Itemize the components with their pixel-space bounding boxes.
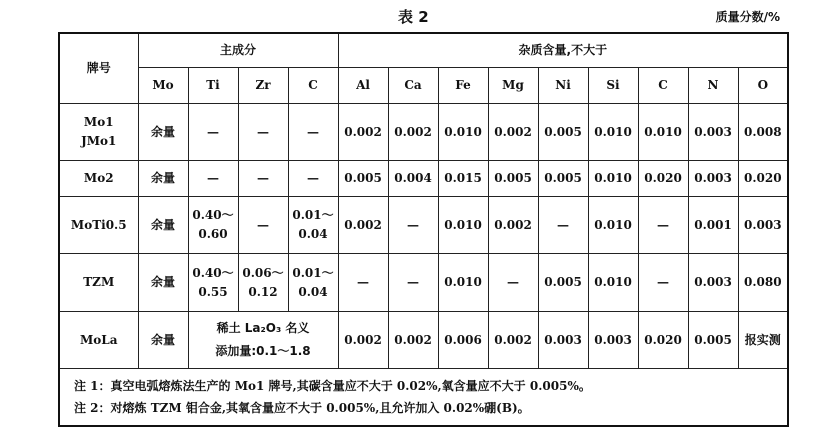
table-cell: 0.003	[538, 312, 588, 369]
table-cell: 0.010	[588, 161, 638, 197]
table-cell: 0.015	[438, 161, 488, 197]
column-header: Ca	[388, 68, 438, 104]
table-cell: —	[388, 254, 438, 312]
table-cell: —	[638, 197, 688, 254]
table-cell: 0.002	[488, 104, 538, 161]
table-cell: 0.003	[688, 161, 738, 197]
table-cell: 0.001	[688, 197, 738, 254]
table-cell: 0.004	[388, 161, 438, 197]
column-header: Ni	[538, 68, 588, 104]
table-cell: 0.020	[638, 161, 688, 197]
column-header: Fe	[438, 68, 488, 104]
table-cell: 0.010	[438, 197, 488, 254]
table-row	[59, 312, 788, 369]
table-cell: 0.002	[388, 312, 438, 369]
table-cell: —	[188, 104, 238, 161]
table-cell: —	[538, 197, 588, 254]
composition-table	[58, 32, 789, 427]
table-cell: 0.020	[738, 161, 788, 197]
table-cell: 0.080	[738, 254, 788, 312]
notes	[59, 369, 788, 427]
table-cell: —	[238, 197, 288, 254]
column-header: Ti	[188, 68, 238, 104]
table-cell: 0.002	[338, 197, 388, 254]
table-cell: 0.010	[438, 104, 488, 161]
table-cell: —	[288, 104, 338, 161]
unit-label: 质量分数/%	[715, 10, 780, 24]
table-title: 表 2	[398, 8, 429, 26]
table-cell: 0.003	[738, 197, 788, 254]
mo-cell: 余量	[138, 161, 188, 197]
column-header: Al	[338, 68, 388, 104]
table-cell: 0.005	[538, 254, 588, 312]
column-header: O	[738, 68, 788, 104]
table-cell: 0.008	[738, 104, 788, 161]
table-cell: —	[388, 197, 438, 254]
table-cell: 0.002	[388, 104, 438, 161]
note-1: 注 1：真空电弧熔炼法生产的 Mo1 牌号,其碳含量应不大于 0.02%,氧含量应不大于 0.005%。	[74, 379, 591, 393]
grade-cell: MoLa	[59, 312, 138, 369]
table-cell: 0.006	[438, 312, 488, 369]
table-cell: 0.005	[538, 104, 588, 161]
column-header: Si	[588, 68, 638, 104]
grade-cell: MoTi0.5	[59, 197, 138, 254]
table-cell: —	[238, 104, 288, 161]
merged-cell: 稀土 La₂O₃ 名义 添加量:0.1～1.8	[188, 312, 338, 369]
table-cell: —	[338, 254, 388, 312]
table-cell: 0.005	[688, 312, 738, 369]
note-2: 注 2：对熔炼 TZM 钼合金,其氧含量应不大于 0.005%,且允许加入 0.02%硼(B)。	[74, 401, 530, 415]
table-cell: 0.40～ 0.55	[188, 254, 238, 312]
mo-cell: 余量	[138, 104, 188, 161]
table-row	[59, 197, 788, 254]
grade-cell: Mo1 JMo1	[59, 104, 138, 161]
column-header: Mo	[138, 68, 188, 104]
column-header: Zr	[238, 68, 288, 104]
table-cell: —	[288, 161, 338, 197]
grade-cell: TZM	[59, 254, 138, 312]
column-header: C	[638, 68, 688, 104]
table-cell: 0.002	[488, 197, 538, 254]
table-cell: 0.002	[338, 312, 388, 369]
table-cell: 0.005	[488, 161, 538, 197]
table-cell: —	[188, 161, 238, 197]
header-impurity: 杂质含量,不大于	[338, 33, 788, 68]
table-row	[59, 254, 788, 312]
column-header: N	[688, 68, 738, 104]
column-header: Mg	[488, 68, 538, 104]
table-cell: 0.002	[488, 312, 538, 369]
table-cell: —	[488, 254, 538, 312]
table-cell: 0.010	[438, 254, 488, 312]
table-cell: 0.06～ 0.12	[238, 254, 288, 312]
mo-cell: 余量	[138, 254, 188, 312]
table-cell: 0.003	[688, 104, 738, 161]
table-cell: 0.010	[588, 254, 638, 312]
mo-cell: 余量	[138, 197, 188, 254]
table-cell: 0.01～ 0.04	[288, 254, 338, 312]
table-cell: 0.010	[638, 104, 688, 161]
table-cell: 0.010	[588, 104, 638, 161]
table-cell: 0.010	[588, 197, 638, 254]
table-row	[59, 104, 788, 161]
table-cell: 0.003	[588, 312, 638, 369]
table-cell: 0.40～ 0.60	[188, 197, 238, 254]
table-cell: 0.003	[688, 254, 738, 312]
table-cell: 0.005	[338, 161, 388, 197]
column-header: C	[288, 68, 338, 104]
table-cell: 报实测	[738, 312, 788, 369]
header-grade: 牌号	[59, 33, 138, 104]
grade-cell: Mo2	[59, 161, 138, 197]
header-main: 主成分	[138, 33, 338, 68]
mo-cell: 余量	[138, 312, 188, 369]
table-cell: —	[638, 254, 688, 312]
table-cell: 0.005	[538, 161, 588, 197]
table-cell: 0.020	[638, 312, 688, 369]
table-row	[59, 161, 788, 197]
table-cell: —	[238, 161, 288, 197]
table-cell: 0.01～ 0.04	[288, 197, 338, 254]
table-cell: 0.002	[338, 104, 388, 161]
